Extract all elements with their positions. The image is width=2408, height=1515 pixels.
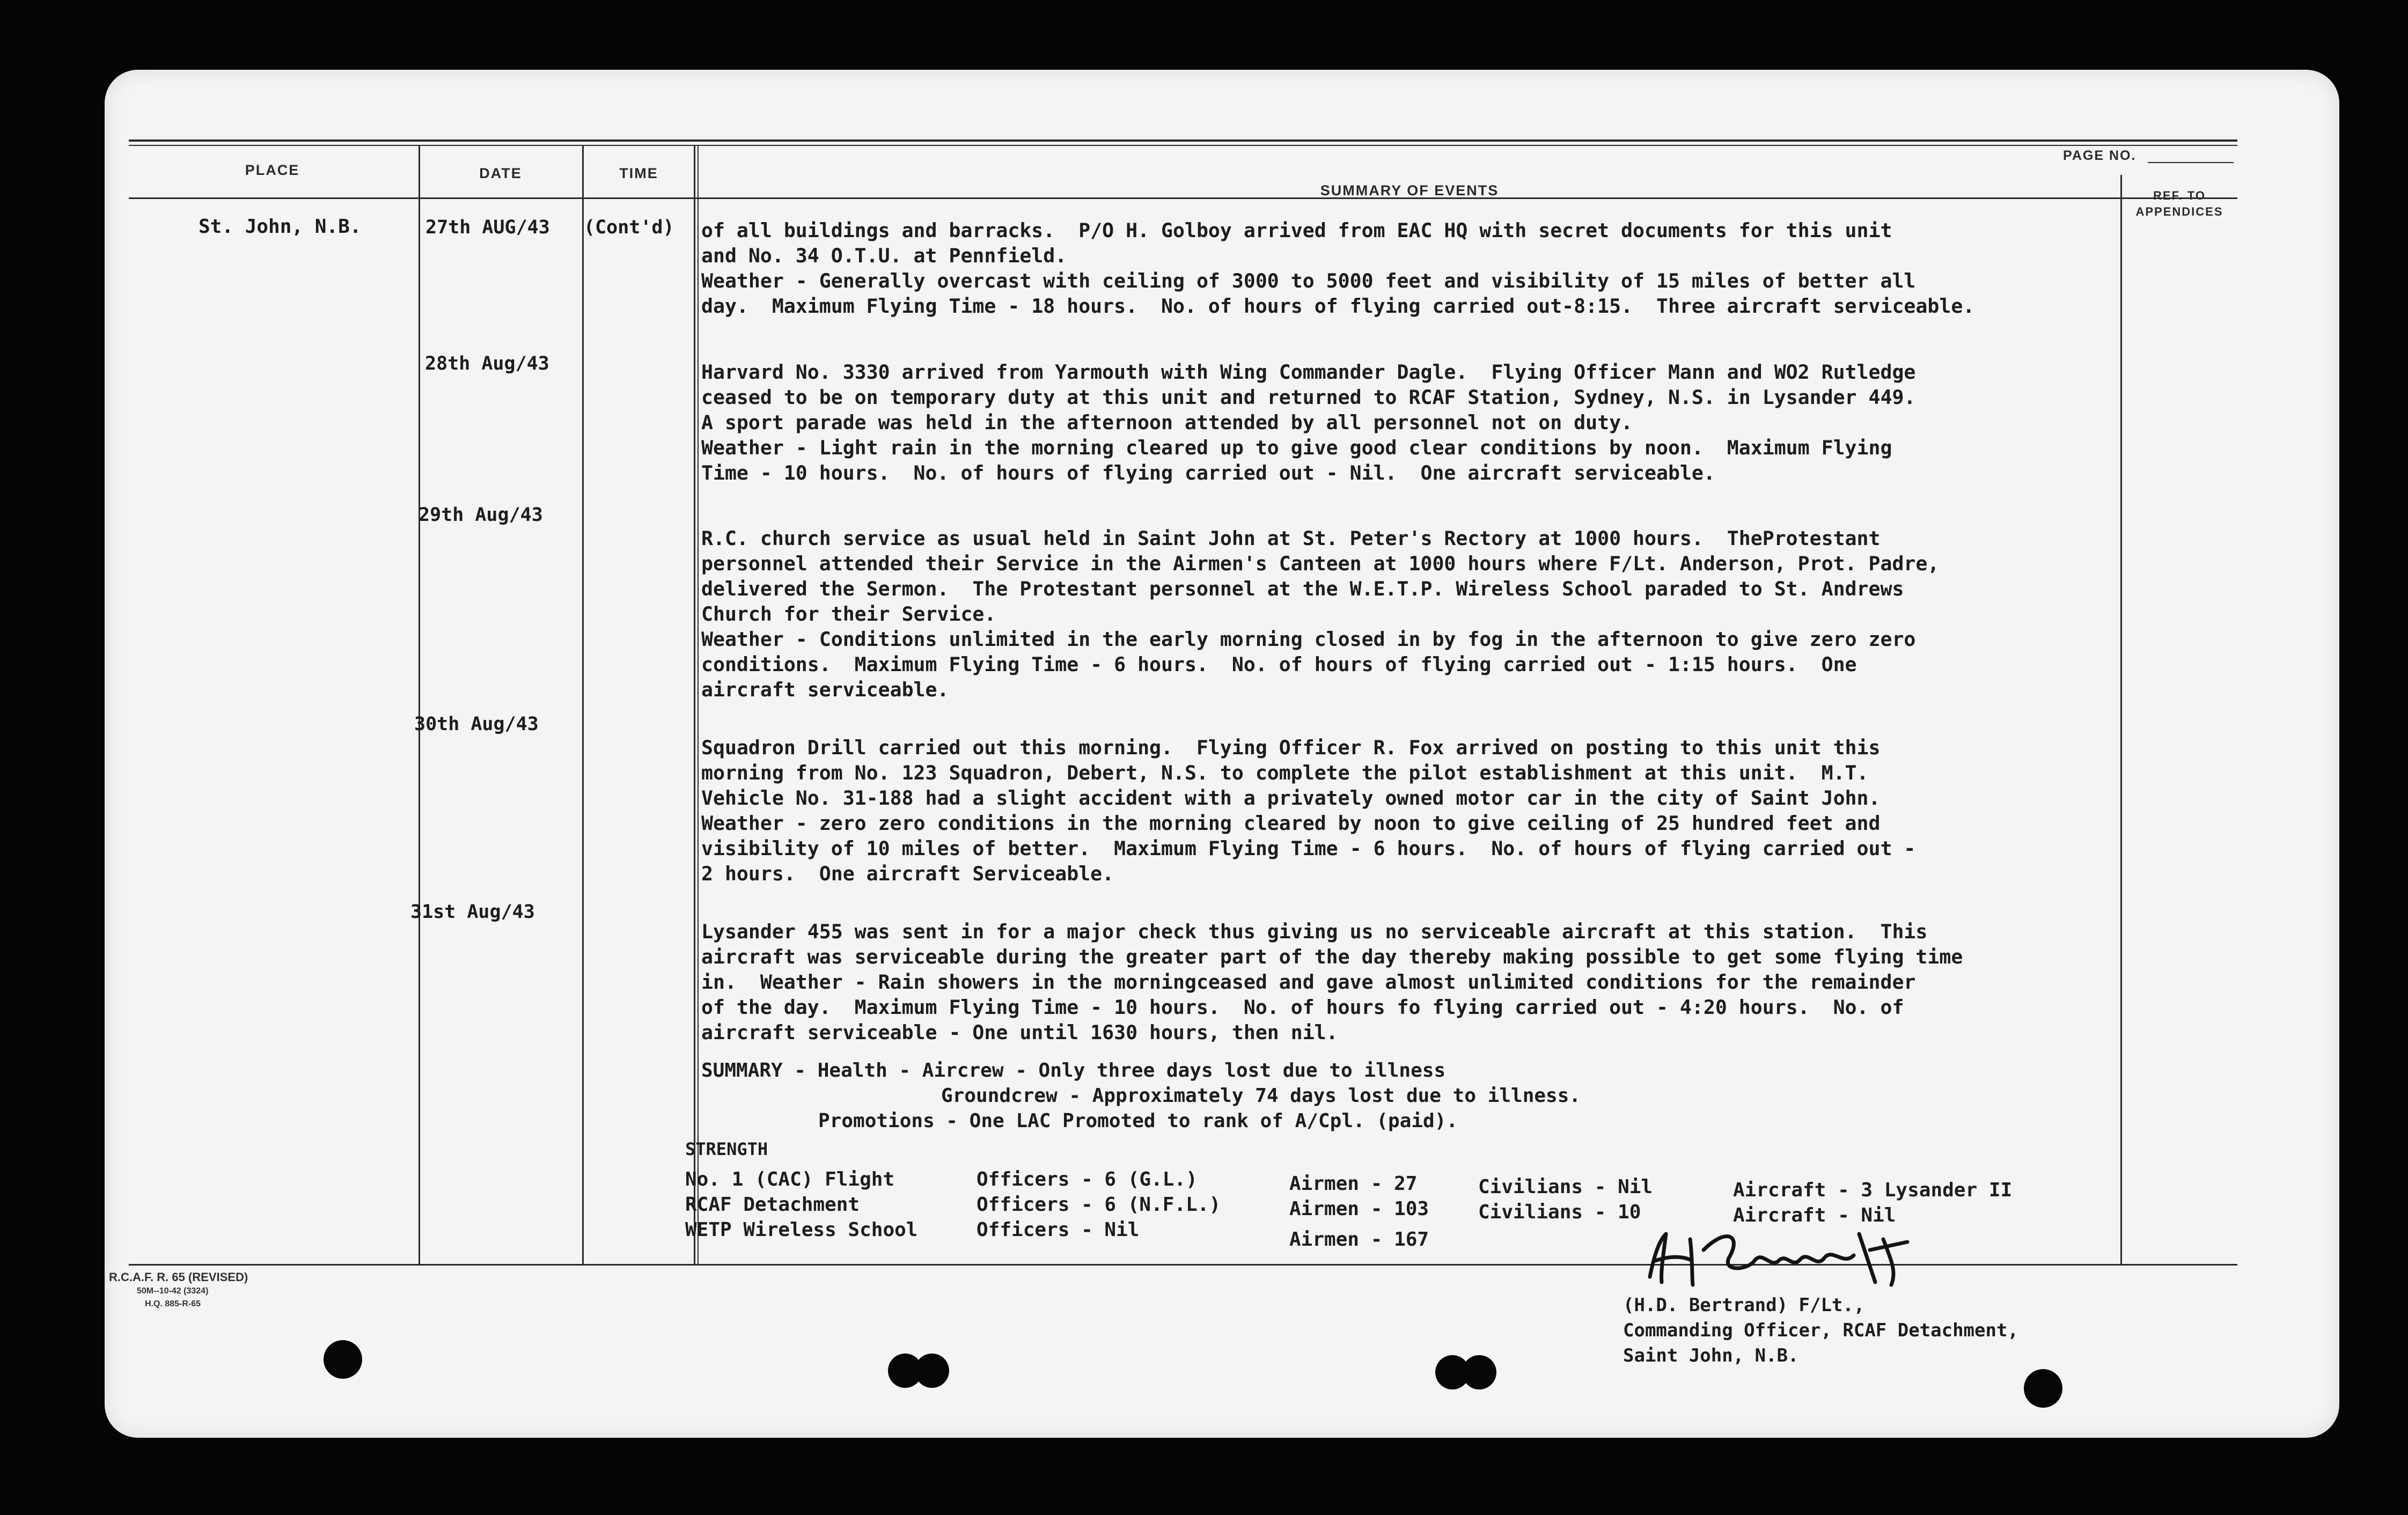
entry-line: 2 hours. One aircraft Serviceable. bbox=[701, 862, 1114, 885]
entry-line: Time - 10 hours. No. of hours of flying carried out - Nil. One aircraft serviceable. bbox=[701, 461, 1715, 484]
page-no-line bbox=[2148, 162, 2234, 163]
punch-hole bbox=[324, 1340, 362, 1379]
date-28: 28th Aug/43 bbox=[425, 353, 549, 374]
strength-airmen: Airmen - 27 bbox=[1289, 1173, 1418, 1195]
entry-line: Weather - zero zero conditions in the morning cleared by noon to give ceiling of 25 hundred feet and bbox=[701, 812, 1881, 835]
handwritten-signature bbox=[1639, 1218, 1918, 1298]
date-31: 31st Aug/43 bbox=[410, 901, 535, 923]
header-date: DATE bbox=[479, 165, 522, 181]
signature-title: Commanding Officer, RCAF Detachment, bbox=[1623, 1320, 2018, 1341]
summary-health-aircrew: SUMMARY - Health - Aircrew - Only three days lost due to illness bbox=[701, 1060, 1446, 1082]
entry-line: Weather - Conditions unlimited in the early morning closed in by fog in the afternoon to give zero zero bbox=[701, 628, 1916, 651]
punch-hole bbox=[1462, 1355, 1496, 1389]
strength-heading: STRENGTH bbox=[685, 1139, 768, 1159]
entry-27 bbox=[701, 218, 2247, 319]
entry-line: Harvard No. 3330 arrived from Yarmouth with Wing Commander Dagle. Flying Officer Mann and WO2 Rutledge bbox=[701, 361, 1916, 384]
strength-officers: Officers - Nil bbox=[977, 1219, 1140, 1241]
entry-line: morning from No. 123 Squadron, Debert, N.S. to complete the pilot establishment at this unit. M.T. bbox=[701, 761, 1869, 784]
punch-hole bbox=[2024, 1369, 2062, 1408]
time-value: (Cont'd) bbox=[584, 217, 674, 238]
col-sep-date bbox=[419, 146, 420, 1264]
entry-line: aircraft serviceable - One until 1630 hours, then nil. bbox=[701, 1021, 1338, 1044]
entry-line: in. Weather - Rain showers in the morningceased and gave almost unlimited conditions for the remainder bbox=[701, 970, 1916, 994]
entry-line: Church for their Service. bbox=[701, 602, 996, 626]
header-ref-1: REF. TO bbox=[2153, 189, 2206, 202]
strength-unit: WETP Wireless School bbox=[685, 1219, 918, 1241]
date-30: 30th Aug/43 bbox=[414, 714, 539, 735]
entry-line: personnel attended their Service in the Airmen's Canteen at 1000 hours where F/Lt. Anderson, Prot. Padre, bbox=[701, 552, 1940, 575]
header-page-no: PAGE NO. bbox=[2063, 148, 2137, 163]
col-sep-ref bbox=[2120, 175, 2122, 1264]
entry-line: conditions. Maximum Flying Time - 6 hours. No. of hours of flying carried out - 1:15 hours. One bbox=[701, 653, 1857, 676]
diary-form-card bbox=[105, 70, 2339, 1438]
date-27: 27th AUG/43 bbox=[425, 217, 550, 238]
header-place: PLACE bbox=[245, 162, 300, 178]
entry-line: ceased to be on temporary duty at this unit and returned to RCAF Station, Sydney, N.S. in Lysander 449. bbox=[701, 386, 1916, 409]
entry-line: Weather - Light rain in the morning cleared up to give good clear conditions by noon. Maximum Flying bbox=[701, 436, 1892, 459]
strength-airmen: Airmen - 103 bbox=[1289, 1198, 1429, 1220]
entry-line: R.C. church service as usual held in Saint John at St. Peter's Rectory at 1000 hours. TheProtestant bbox=[701, 527, 1881, 550]
entry-30 bbox=[701, 735, 2247, 886]
top-rule bbox=[129, 139, 2237, 142]
entry-line: Lysander 455 was sent in for a major check thus giving us no serviceable aircraft at this station. This bbox=[701, 920, 1928, 943]
summary-promotions: Promotions - One LAC Promoted to rank of A/Cpl. (paid). bbox=[818, 1110, 1458, 1132]
form-ref-2: 50M--10-42 (3324) bbox=[137, 1286, 209, 1296]
header-ref-2: APPENDICES bbox=[2135, 205, 2223, 218]
place-value: St. John, N.B. bbox=[199, 216, 362, 238]
entry-line: Vehicle No. 31-188 had a slight accident with a privately owned motor car in the city of Saint John. bbox=[701, 786, 1881, 810]
entry-28 bbox=[701, 359, 2247, 486]
summary-health-groundcrew: Groundcrew - Approximately 74 days lost due to illness. bbox=[941, 1085, 1581, 1107]
strength-civilians: Civilians - 10 bbox=[1478, 1201, 1641, 1223]
entry-line: Squadron Drill carried out this morning. Flying Officer R. Fox arrived on posting to this unit this bbox=[701, 736, 1881, 759]
signature-location: Saint John, N.B. bbox=[1623, 1345, 1799, 1366]
entry-line: of the day. Maximum Flying Time - 10 hours. No. of hours fo flying carried out - 4:20 hours. No. of bbox=[701, 996, 1904, 1019]
header-time: TIME bbox=[619, 165, 658, 181]
strength-unit: RCAF Detachment bbox=[685, 1194, 860, 1216]
entry-line: day. Maximum Flying Time - 18 hours. No. of hours of flying carried out-8:15. Three aircraft serviceable. bbox=[701, 295, 1975, 318]
entry-line: of all buildings and barracks. P/O H. Golboy arrived from EAC HQ with secret documents for this unit bbox=[701, 219, 1892, 242]
entry-line: aircraft was serviceable during the greater part of the day thereby making possible to get some flying time bbox=[701, 945, 1963, 968]
col-sep-summary bbox=[694, 146, 695, 1264]
entry-line: visibility of 10 miles of better. Maximum Flying Time - 6 hours. No. of hours of flying carried out - bbox=[701, 837, 1916, 860]
bottom-rule bbox=[129, 1264, 2237, 1266]
entry-line: delivered the Sermon. The Protestant personnel at the W.E.T.P. Wireless School paraded to St. Andrews bbox=[701, 577, 1904, 600]
col-sep-summary-2 bbox=[698, 146, 699, 1264]
top-rule-2 bbox=[129, 145, 2237, 146]
entry-29 bbox=[701, 526, 2247, 702]
entry-line: aircraft serviceable. bbox=[701, 678, 949, 701]
strength-officers: Officers - 6 (G.L.) bbox=[977, 1168, 1198, 1190]
strength-officers: Officers - 6 (N.F.L.) bbox=[977, 1194, 1221, 1216]
entry-31 bbox=[701, 919, 2247, 1045]
strength-aircraft: Aircraft - Nil bbox=[1733, 1204, 1896, 1226]
strength-unit: No. 1 (CAC) Flight bbox=[685, 1168, 895, 1190]
strength-civilians: Civilians - Nil bbox=[1478, 1176, 1653, 1198]
form-ref-1: R.C.A.F. R. 65 (REVISED) bbox=[109, 1270, 248, 1284]
entry-line: A sport parade was held in the afternoon attended by all personnel not on duty. bbox=[701, 411, 1633, 434]
form-ref-3: H.Q. 885-R-65 bbox=[145, 1299, 201, 1308]
col-sep-time bbox=[582, 146, 584, 1264]
strength-airmen: Airmen - 167 bbox=[1289, 1229, 1429, 1251]
punch-hole bbox=[915, 1354, 949, 1388]
entry-line: Weather - Generally overcast with ceiling of 3000 to 5000 feet and visibility of 15 miles of better all bbox=[701, 269, 1916, 292]
entry-line: and No. 34 O.T.U. at Pennfield. bbox=[701, 244, 1067, 267]
signature-name: (H.D. Bertrand) F/Lt., bbox=[1623, 1295, 1865, 1316]
header-summary: SUMMARY OF EVENTS bbox=[1320, 182, 1499, 198]
strength-aircraft: Aircraft - 3 Lysander II bbox=[1733, 1179, 2013, 1201]
date-29: 29th Aug/43 bbox=[419, 504, 543, 526]
